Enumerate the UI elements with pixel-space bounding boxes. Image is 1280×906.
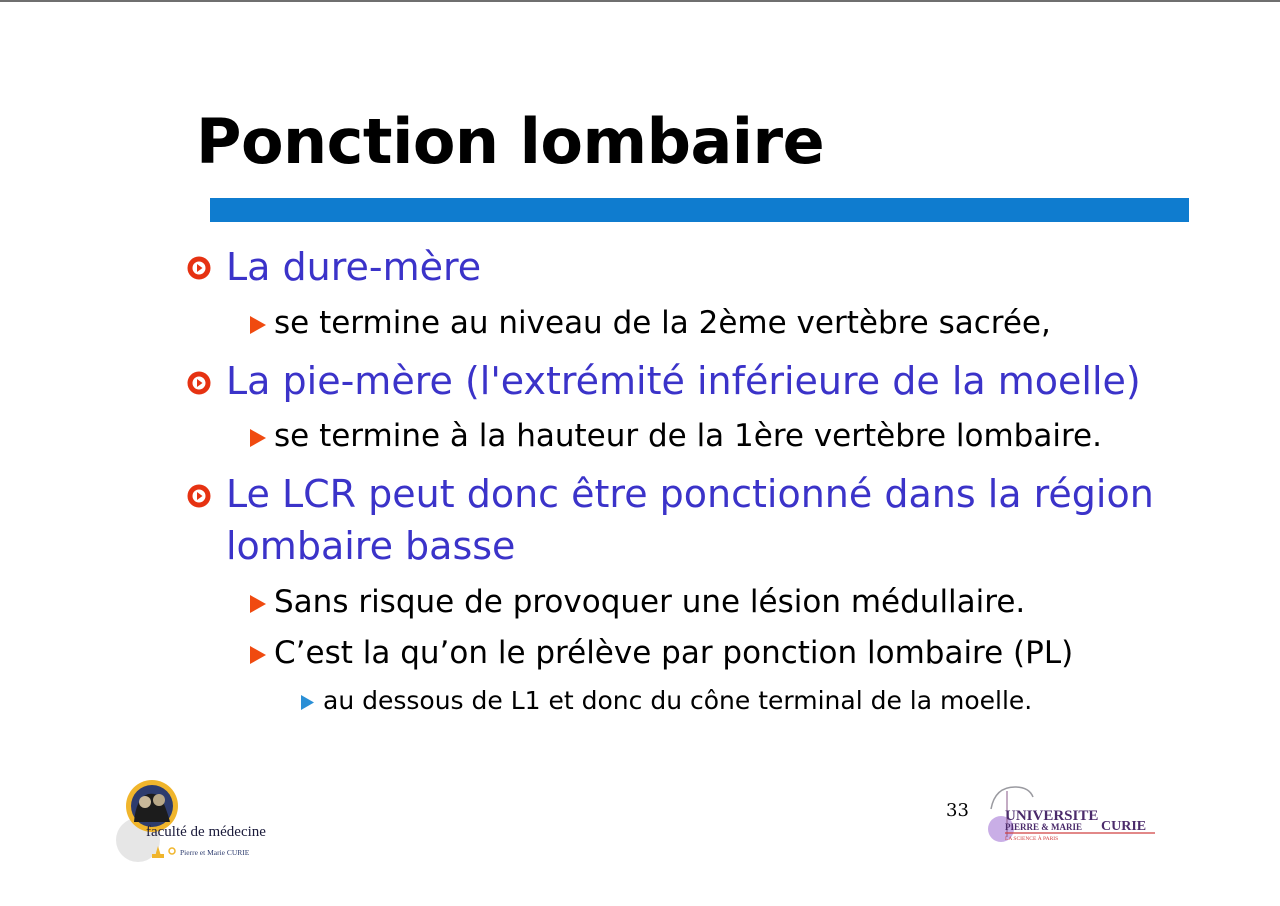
page-number: 33 bbox=[946, 800, 969, 821]
bullet-l2-sacree: se termine au niveau de la 2ème vertèbre sacrée, bbox=[274, 305, 1051, 341]
bullet-l2-prelevement: C’est la qu’on le prélève par ponction lombaire (PL) bbox=[274, 635, 1074, 671]
circle-arrow-bullet-icon bbox=[187, 484, 211, 508]
faculte-medecine-logo bbox=[112, 778, 282, 862]
bullet-l1-pie-mere: La pie-mère (l'extrémité inférieure de la moelle) bbox=[226, 359, 1141, 403]
title-underline-bar bbox=[210, 198, 1189, 222]
bullet-l2-sans-risque: Sans risque de provoquer une lésion médullaire. bbox=[274, 584, 1026, 620]
slide-top-border bbox=[0, 0, 1280, 2]
logo-right-line4: LA SCIENCE À PARIS bbox=[1005, 836, 1059, 842]
universite-curie-logo bbox=[985, 781, 1165, 851]
bullet-l1-lcr-continuation: lombaire basse bbox=[226, 524, 516, 568]
triangle-bullet-icon bbox=[249, 428, 267, 448]
logo-right-line1: UNIVERSITE bbox=[1005, 808, 1099, 824]
logo-left-line1: faculté de médecine bbox=[146, 824, 266, 840]
bullet-l1-dure-mere: La dure-mère bbox=[226, 245, 482, 289]
triangle-bullet-icon bbox=[249, 645, 267, 665]
bullet-l3-cone-terminal: au dessous de L1 et donc du cône terminal de la moelle. bbox=[323, 686, 1033, 715]
triangle-bullet-icon bbox=[249, 315, 267, 335]
triangle-bullet-icon bbox=[249, 594, 267, 614]
logo-right-line2: PIERRE & MARIE bbox=[1005, 822, 1083, 832]
slide-title: Ponction lombaire bbox=[196, 105, 825, 178]
bullet-l1-lcr: Le LCR peut donc être ponctionné dans la région bbox=[226, 472, 1154, 516]
circle-arrow-bullet-icon bbox=[187, 371, 211, 395]
circle-arrow-bullet-icon bbox=[187, 256, 211, 280]
logo-left-line2: Pierre et Marie CURIE bbox=[180, 848, 250, 857]
bullet-l2-lombaire: se termine à la hauteur de la 1ère vertèbre lombaire. bbox=[274, 418, 1102, 454]
small-triangle-bullet-icon bbox=[300, 694, 315, 711]
logo-right-line3: CURIE bbox=[1101, 819, 1147, 834]
